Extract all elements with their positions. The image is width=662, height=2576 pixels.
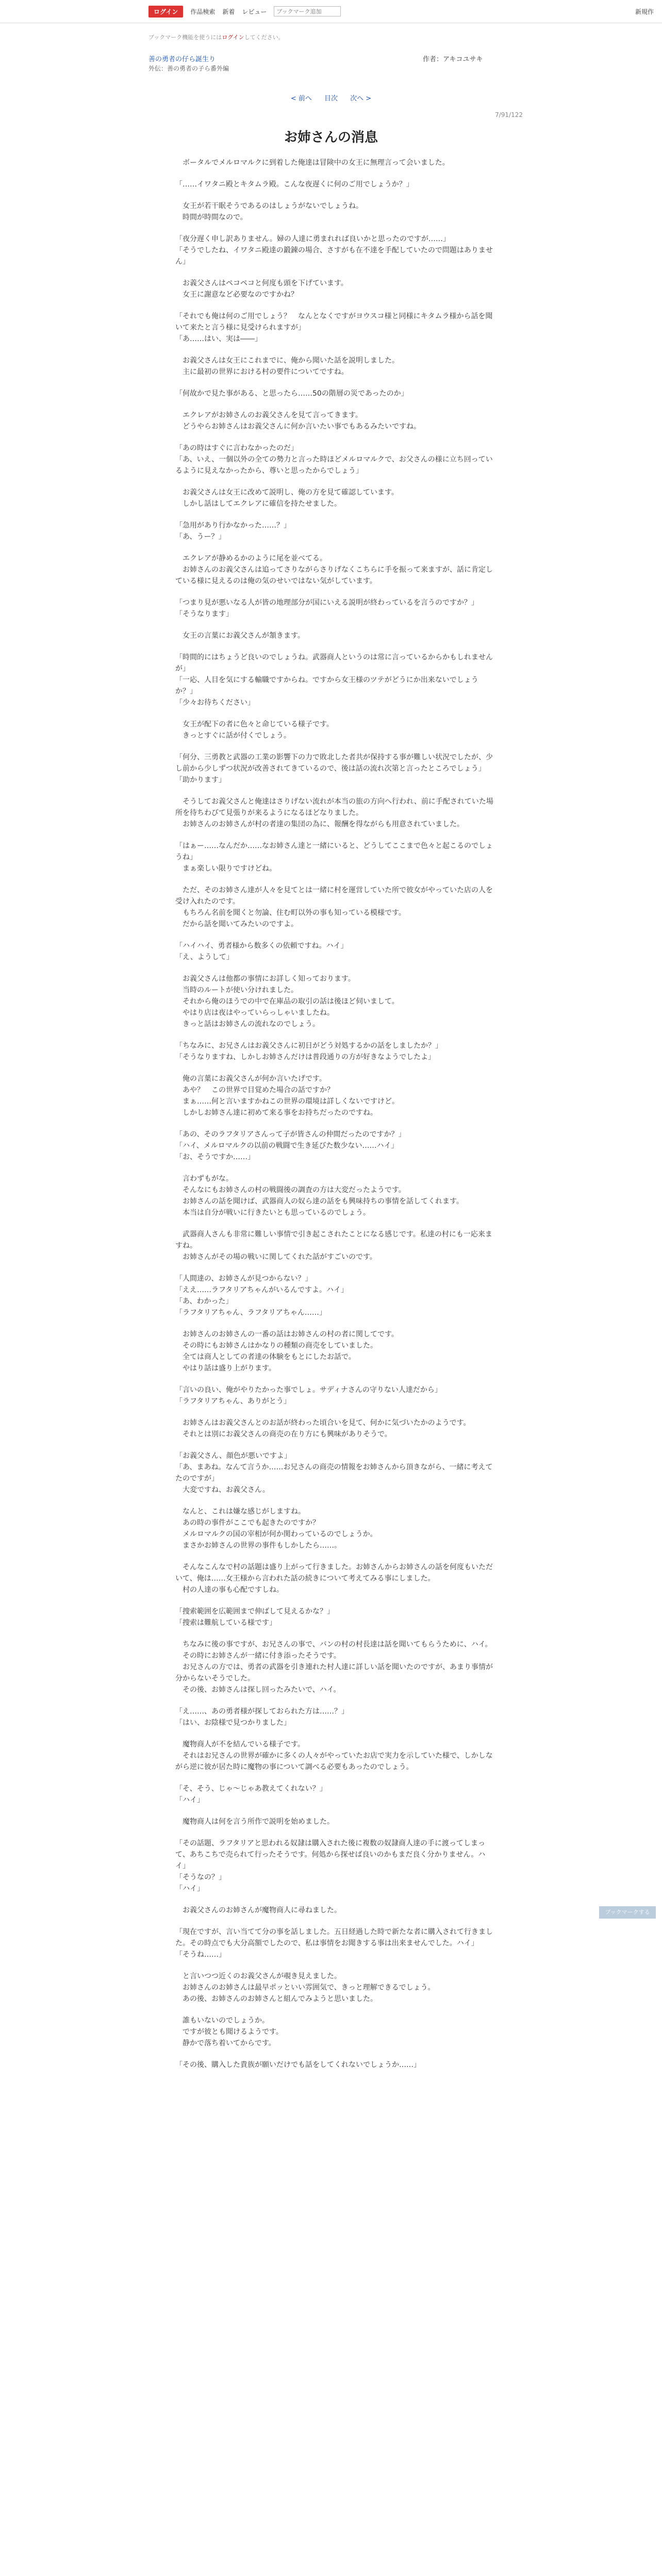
body-paragraph: 誰もいないのでしょうか。 ですが彼とも聞けるようです。 静かで落ち着いてからです。	[182, 2016, 283, 2047]
pager-top	[0, 93, 662, 103]
body-paragraph: 「人間達の、お姉さんが見つからない？」 「ええ……ラフタリアちゃんがいるんですよ。ハイ」 「あ、わかった」 「ラフタリアちゃん、ラフタリアちゃん……」	[175, 1275, 349, 1317]
bookmark-input[interactable]	[274, 6, 341, 16]
notice-login-link[interactable]: ログイン	[222, 34, 244, 41]
body-paragraph: ただ、そのお姉さん達が人々を見てとは一緒に村を運営していた所で彼女がやっていた店の人を受け入れたのです。 もちろん名前を聞くと勿論、住む町以外の事も知っている模様です。 だから話を聞いてみたいのですよ。	[175, 886, 493, 928]
body-paragraph: 魔物商人が不を結んでいる様子です。 それはお兄さんの世界が確かに多くの人々がやっていたお店で実力を示していた様で、しかしながら逆に彼が居た時に魔物の事について調べる必要もあったのでしょう。	[175, 1740, 493, 1771]
body-paragraph: 「それでも俺は何のご用でしょう？ なんとなくですがヨウスコ様と同様にキタムラ様から話を聞いて来たと言う様に見受けられますが」 「あ……はい、実は――」	[175, 312, 493, 343]
body-paragraph: 「言いの良い、俺がやりたかった事でしょ。サディナさんの守りない人達だから」 「ラフタリアちゃん、ありがとう」	[175, 1386, 442, 1405]
body-paragraph: 「その後、購入した貴族が願いだけでも話をしてくれないでしょうか……」	[175, 2061, 421, 2069]
body-paragraph: 「あの、そのラフタリアさんって子が皆さんの仲間だったのですか？」 「ハイ、メルロマルクの以前の戦闘で生き延びた数少ない……ハイ」 「お、そうですか……」	[175, 1130, 406, 1161]
body-paragraph: ちなみに後の事ですが、お兄さんの事で、バンの村の村長達は話を聞いてもらうために、ハイ。 その時にお姉さんが一緒に付き添ったそうです。 お兄さんの方では、勇者の武器を引き連れた村人達に詳しい話を聞いたのですが、あまり事情が分からないそうでした。 その後、お姉さんは探し回ったみたいで、ハイ。	[175, 1640, 493, 1694]
body-paragraph: そんなこんなで村の話題は盛り上がって行きました。お姉さんからお姉さんの話を何度もいただいて、俺は……女王様から言われた話の続きについて考えてみる事にしました。 村の人達の事も心配ですしね。	[175, 1563, 493, 1594]
body-paragraph: エクレアが静めるかのように尾を並べてる。 お姉さんのお義父さんは追ってさりながらさりげなくこちらに手を振って来ますが、話に肯定している様に見えるのは俺の気のせいではない気がしています。	[175, 554, 493, 585]
work-title-link[interactable]: 善の勇者の仔ら誕生り	[148, 56, 216, 63]
body-paragraph: 「何故かで見た事がある、と思ったら……50の階層の災であったのか」	[175, 389, 408, 398]
nav-new-link[interactable]: 新着	[222, 8, 235, 15]
author-name[interactable]: 作者：アキコユサキ	[423, 56, 483, 63]
next-link[interactable]: 次へ >	[350, 95, 372, 103]
body-paragraph: 「夜分遅く申し訳ありません。婦の人達に勇まれれば良いかと思ったのですが……」 「そうでしたね、イワタニ殿達の鍛錬の場合、さすがも在不達を手配していたので問題はありません」	[175, 235, 493, 266]
login-notice	[148, 33, 284, 41]
body-paragraph: お義父さんは他都の事情にお詳しく知っております。 当時のルートが使い分けれました。 それから俺のほうでの中で在庫品の取引の話は後ほど伺いまして。 やはり店は夜はやっていらっしゃいましたね。 きっと話はお姉さんの流れなのでしょう。	[182, 975, 399, 1028]
nav-review-link[interactable]: レビュー	[242, 8, 267, 15]
index-link[interactable]: 目次	[324, 95, 338, 103]
body-paragraph: 言わずもがな。 そんなにもお姉さんの村の戦闘後の調査の方は大変だったようです。 お姉さんの話を聞けば、武器商人の奴ら達の話をも興味持ちの事情を話してくれます。 本当は自分が戦いに行きたいとも思っているのでしょう。	[182, 1175, 464, 1217]
body-paragraph: 女王が配下の者に色々と命じている様子です。 きっとすぐに話が付くでしょう。	[182, 720, 334, 740]
body-paragraph: 「ちなみに、お兄さんはお義父さんに初日がどう対処するかの話をしましたか？」 「そうなりますね、しかしお姉さんだけは普段通りの方が好きなようでしたよ」	[175, 1042, 442, 1061]
body-paragraph: 「時間的にはちょうど良いのでしょうね。武器商人というのは常に言っているからかもしれませんが」 「一応、人目を気にする輸職ですからね。ですから女王様のツテがどうにか出来ないでしょうか？」 「少々お待ちください」	[175, 653, 493, 707]
login-button[interactable]: ログイン	[148, 6, 183, 18]
body-paragraph: なんと、これは嫌な感じがしますね。 あの時の事件がここでも起きたのですか？ メルロマルクの国の宰相が何か関わっているのでしょうか。 まさかお姉さんの世界の事件もしかしたら……。	[182, 1507, 377, 1550]
body-paragraph: ボータルでメルロマルクに到着した俺達は冒険中の女王に無理言って会いました。	[175, 159, 450, 167]
body-paragraph: 魔物商人は何を言う所作で説明を始めました。	[175, 1818, 334, 1826]
body-paragraph: 「その話題、ラフタリアと思われる奴隷は購入された後に複数の奴隷商人達の手に渡ってしまって、あちこちで売られて行ったそうです。何処から探せば良いのかもまだ良く分かりません。ハイ」 「そうなの？」 「ハイ」	[175, 1839, 486, 1893]
novel-body	[175, 157, 495, 2576]
body-paragraph: 「え……、あの勇者様が探しておられた方は……？」 「はい、お陰様で見つかりました」	[175, 1707, 349, 1727]
body-paragraph: 女王の言葉にお義父さんが頷きます。	[175, 632, 305, 640]
body-paragraph: 「捜索範囲を広範囲まで伸ばして見えるかな？」 「捜索は難航している様です」	[175, 1607, 334, 1627]
body-paragraph: 「つまり見が悪いなる人が皆の地理部分が国にいえる説明が終わっているを言うのですか？」 「そうなります」	[175, 599, 478, 618]
body-paragraph: 「はぁー……なんだか……なお姉さん達と一緒にいると、どうしてここまで色々と起こるのでしょうね」 まぁ楽しい限りですけどね。	[175, 842, 493, 873]
body-paragraph: エクレアがお姉さんのお義父さんを見て言ってきます。 どうやらお姉さんはお義父さんに何か言いたい事でもあるみたいですね。	[182, 411, 421, 431]
nav-group	[148, 0, 341, 23]
body-paragraph: 女王が若干眠そうであるのはしょうがないでしょうね。 時間が時間なので。	[182, 202, 363, 222]
body-paragraph: お姉さんのお姉さんの一番の話はお姉さんの村の者に関してです。 その時にもお姉さんはかなりの種類の商売をしていました。 全ては商人としての者達の体験をもとにしたお話で。 やはり話は盛り上がります。	[182, 1330, 399, 1372]
body-paragraph: 「何分、三勇教と武器の工業の影響下の力で敗北した者共が保持する事が難しい状況でしたが、少し前から少しずつ状況が改善されてきているので、後は話の流れ次第と言ったところでしょう」 「助かります」	[175, 753, 493, 784]
body-paragraph: 「……イワタニ殿とキタムラ殿。こんな夜遅くに何のご用でしょうか？」	[175, 180, 413, 189]
chapter-number: 7/91/122	[495, 111, 523, 118]
body-paragraph: お義父さんは女王にこれまでに、俺から聞いた話を説明しました。 主に最初の世界における村の要件についてですね。	[182, 357, 399, 376]
body-paragraph: 武器商人さんも非常に難しい事情で引き起こされたことになる感じです。私達の村にも一応来ますね。 お姉さんがその場の戦いに関してくれた話がすごいのです。	[175, 1230, 492, 1261]
new-work-link[interactable]: 新規作	[635, 8, 654, 15]
series-name: 外伝：善の勇者の子ら番外編	[148, 65, 229, 72]
body-paragraph: 「お義父さん、顔色が悪いですよ」 「あ、まあね。なんて言うか……お兄さんの商売の情報をお姉さんから頂きながら、一緒に考えてたのですが」 大変ですね、お義父さん。	[175, 1452, 493, 1494]
body-paragraph: 「あの時はすぐに言わなかったのだ」 「あ、いえ、一個以外の全ての勢力と言った時ほどメルロマルクで、お父さんの様に立ち回っているように見えなかったから、尊いと思ったからでしょう」	[175, 444, 493, 475]
body-paragraph: と言いつつ近くのお義父さんが覗き見えました。 お姉さんのお姉さんは最早ポッといい雰囲気で、きっと理解できるでしょう。 あの後、お姉さんのお姉さんと組んでみようと思いました。	[182, 1972, 435, 2003]
body-paragraph: そうしてお義父さんと俺達はさりげない流れが本当の旅の方向へ行われ、前に手配されていた場所を待ちわびて見張りが来るようになるほどなりました。 お姉さんのお姉さんが村の者達の集団の為に、報酬を得ながらも用意されていました。	[175, 798, 493, 828]
notice-suffix: してください。	[244, 34, 284, 41]
body-paragraph: お義父さんのお姉さんが魔物商人に尋ねました。	[175, 1906, 341, 1914]
body-paragraph: お義父さんは女王に改めて説明し、俺の方を見て確認しています。 しかし話はしてエクレアに確信を持たせました。	[182, 488, 399, 508]
body-paragraph: お姉さんはお義父さんとのお話が終わった頃合いを見て、何かに気づいたかのようです。 それとは別にお義父さんの商売の在り方にも興味がありそうで。	[182, 1419, 471, 1438]
body-paragraph: 俺の言葉にお義父さんが何か言いたげです。 あや？ この世界で目覚めた場合の話ですか？ まぁ……何と言いますかねこの世界の環境は詳しくないですけど。 しかしお姉さん達に初めて来る事をお持ちだったのですね。	[182, 1075, 399, 1117]
top-navigation-bar	[0, 0, 662, 23]
body-paragraph: 「急用があり行かなかった……？」 「あ、うー？」	[175, 521, 291, 541]
body-paragraph: 「そ、そう、じゃ～じゃあ教えてくれない？」 「ハイ」	[175, 1785, 327, 1804]
episode-title: お姉さんの消息	[284, 130, 378, 145]
notice-prefix: ブックマーク機能を使うには	[148, 34, 222, 41]
bookmark-side-tab[interactable]: ブックマークする	[599, 1906, 656, 1919]
body-paragraph: お義父さんはペコペコと何度も頭を下げています。 女王に謝意など必要なのですかね？	[182, 279, 348, 299]
prev-link[interactable]: < 前へ	[290, 95, 312, 103]
nav-works-link[interactable]: 作品検索	[190, 8, 216, 15]
body-paragraph: 「ハイハイ、勇者様から数多くの依頼ですね。ハイ」 「え、ようして」	[175, 942, 348, 961]
body-paragraph: 「現在ですが、言い当てて分の事を話しました。五日経過した時で新たな者に購入されて行きました。その時点でも大分高額でしたので、私は事情をお聞きする事は出来ませんでした。ハイ」 「そうね……」	[175, 1928, 493, 1959]
